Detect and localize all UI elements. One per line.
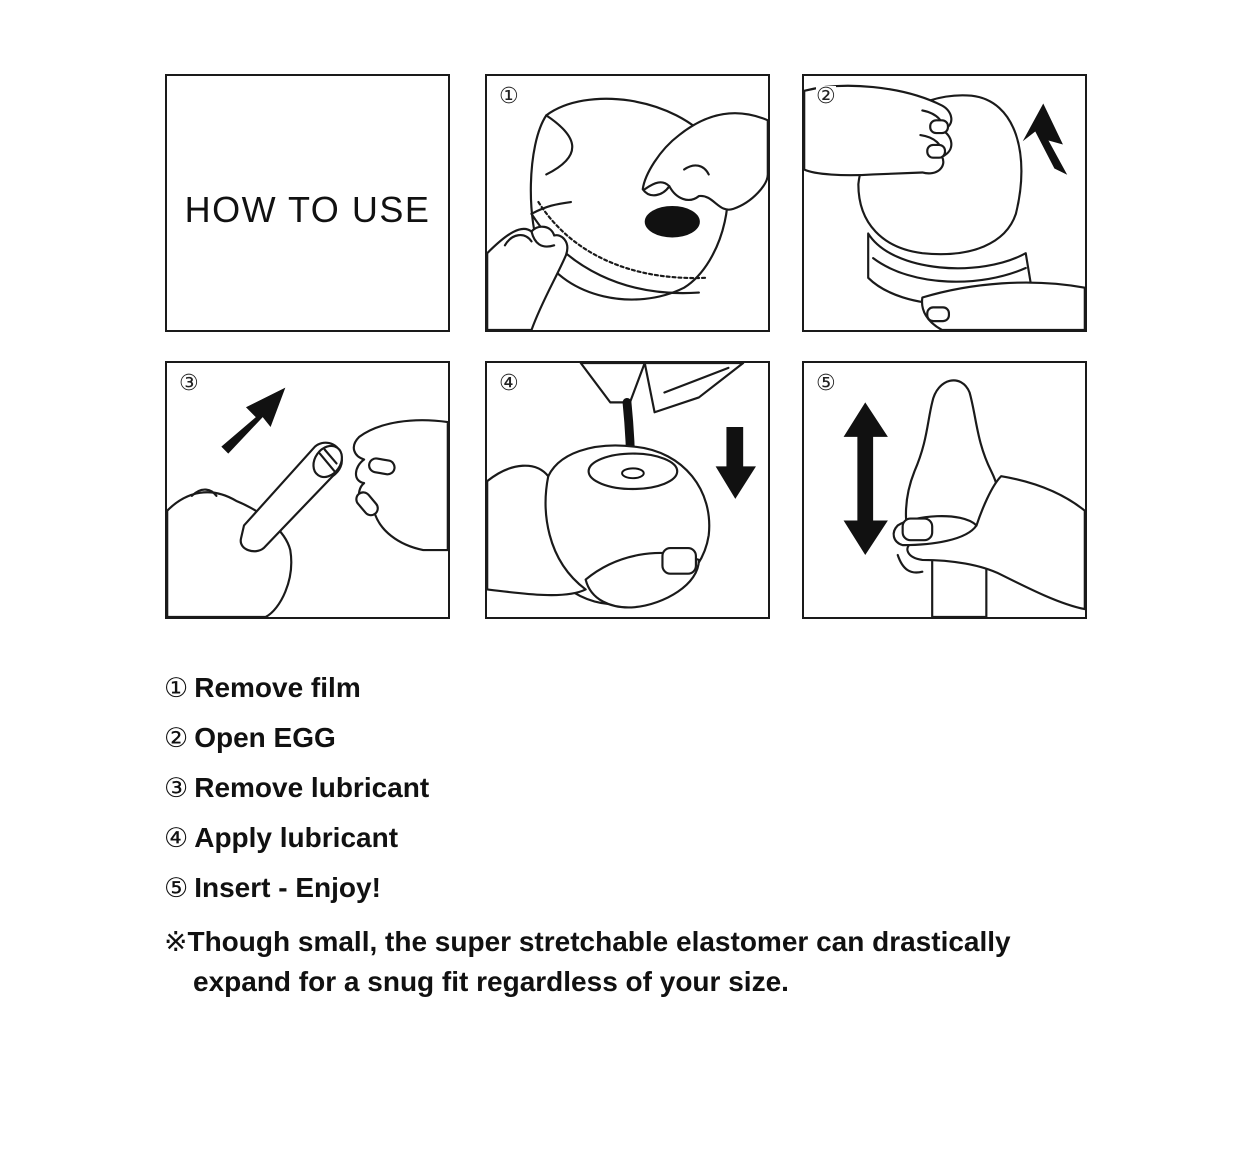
step-item-3-label: Remove lubricant — [194, 772, 430, 803]
note-line-1: Though small, the super stretchable elastomer can drastically — [187, 926, 1011, 957]
remove-film-drawing — [487, 76, 768, 330]
step-item-2 — [164, 718, 1124, 768]
step-4-illustration — [485, 361, 770, 619]
open-egg-drawing — [804, 76, 1085, 330]
step-item-3-number: ③ — [164, 773, 189, 804]
step-3-illustration — [165, 361, 450, 619]
step-item-2-label: Open EGG — [194, 722, 336, 753]
step-item-4-number: ④ — [164, 823, 189, 854]
step-item-3 — [164, 768, 1124, 818]
page-title: HOW TO USE — [184, 189, 431, 230]
step-item-5-number: ⑤ — [164, 873, 189, 904]
step-item-1 — [164, 668, 1124, 718]
step-1-illustration — [485, 74, 770, 332]
step-2-illustration — [802, 74, 1087, 332]
step-item-2-number: ② — [164, 723, 189, 754]
insert-drawing — [804, 363, 1085, 617]
step-item-5-label: Insert - Enjoy! — [194, 872, 381, 903]
step-item-4 — [164, 818, 1124, 868]
note-line-2: expand for a snug fit regardless of your size. — [193, 966, 789, 997]
title-panel — [165, 74, 450, 332]
note-mark: ※ — [164, 925, 188, 958]
step-2-number: ② — [816, 84, 836, 109]
apply-lubricant-drawing — [487, 363, 768, 617]
step-1-number: ① — [499, 84, 519, 109]
step-3-number: ③ — [179, 371, 199, 396]
remove-lubricant-drawing — [167, 363, 448, 617]
step-item-1-label: Remove film — [194, 672, 361, 703]
step-item-5 — [164, 868, 1124, 918]
step-5-illustration — [802, 361, 1087, 619]
step-4-number: ④ — [499, 371, 519, 396]
steps-list — [164, 668, 1124, 918]
step-5-number: ⑤ — [816, 371, 836, 396]
step-item-4-label: Apply lubricant — [194, 822, 399, 853]
size-note — [164, 922, 1124, 1002]
step-item-1-number: ① — [164, 673, 189, 704]
